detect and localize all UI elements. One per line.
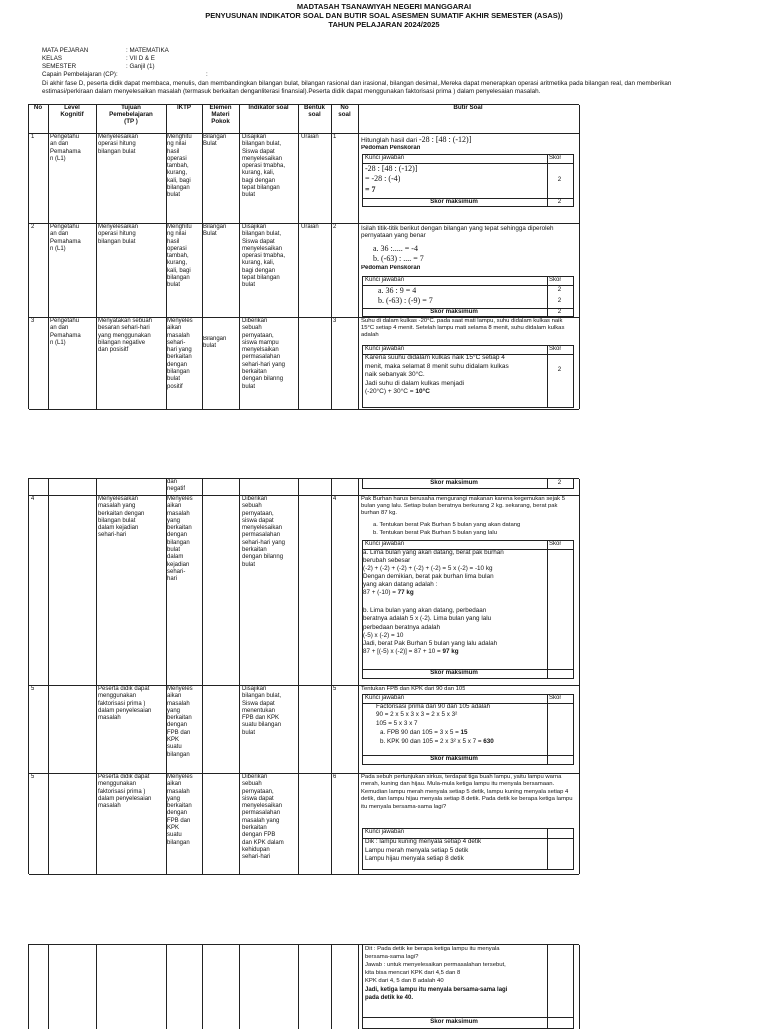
row3-elemen: Bilangan bulat [203,336,227,350]
row6-skor-max-label: Skor maksimum [430,1018,478,1025]
row4-tujuan: Menyelesaikan masalah yang berkaitan dengan bilangan bulat dalam kejadian sehari-hari [98,496,145,539]
row2-bentuk: Uraian [301,224,319,230]
school-title: MADTASAH TSANAWIYAH NEGERI MANGGARAI [296,2,472,11]
kelas-label: KELAS [42,55,62,62]
row1-nosoal: 1 [333,134,337,140]
row5-answer: Factorisasi prima dari 90 dan 105 adalah 90 = 2 x 5 x 3 x 3 = 2 x 5 x 3² 105 = 5 x 3 x 7 [376,703,491,727]
row3-level: Pengetahu an dan Pemahama n (L1) [50,318,81,346]
mapel-label: MATA PEJARAN [42,47,89,54]
semester-value: : Ganjil (1) [126,63,155,70]
row2-skor-b: 2 [557,297,562,304]
row1-pedoman: Pedoman Penskoran [361,145,421,151]
row4-question: Pak Burhan harus berusaha mengurangi makanan karena kegemukan sejak 5 bulan yang lalu. Setiap bulan beratnya berkurang 2 kg. sekarang, berat pak burhan 87 kg. [361,496,566,516]
row2-answer-a: a. 36 : 9 = 4 [378,286,417,295]
row4-answer-a: a. Lima bulan yang akan datang, berat pak burhan berubah sebesar (-2) + (-2) + (-2) + (-2) + (-2) = 5 x (-2) = -10 kg Dengan demikian, berat pak burhan lima bulan yang akan datang adalah : 87 + (-10) = 77 kg [363,549,504,596]
row2-tujuan: Menyelesaikan operasi hitung bilangan bulat [98,224,139,245]
col-header-indikator: Indikator soal [248,104,289,111]
row5-skor-label: Skor [549,695,562,701]
row1-elemen: Bilangan Bulat [203,134,227,148]
row5-skor-max-label: Skor maksimum [430,755,478,762]
cp-colon: : [206,71,208,78]
col-header-bentuk: Bentuk soal [304,104,325,119]
row5-answer-a: a. FPB 90 dan 105 = 3 x 5 = 15 [380,729,468,736]
row1-skor: 2 [557,176,562,183]
row1-answer-line2: = -28 : (-4) [365,174,401,183]
col-header-butir: Butir Soal [453,104,483,111]
row4-nosoal: 4 [333,496,337,502]
row1-tujuan: Menyelesaikan operasi hitung bilangan bulat [98,134,139,155]
row1-skor-label: Skor [549,155,562,161]
row2-answer-b: b. (-63) : (-9) = 7 [378,296,433,305]
row3-skor-label: Skor [549,346,562,352]
cp-label: Capain Pembelajaran (CP): [42,71,118,78]
row4-skor-max-label: Skor maksimum [430,669,478,676]
row6-indikator: Diberikan sebuah pernyataan, siswa dapat menyelesaikan permasalahan masalah yang berkaitan dengan FPB dan KPK dalam kehidupan sehari-hari [242,774,284,861]
row1-bentuk: Uraian [301,134,319,140]
row4-kunci-label: Kunci jawaban [365,541,405,547]
row1-skor-max-label: Skor maksimum [430,198,478,205]
row2-elemen: Bilangan Bulat [203,224,227,238]
row5-answer-b: b. KPK 90 dan 105 = 2 x 3² x 5 x 7 = 630 [380,738,494,745]
row1-iktp: Menghitu ng nilai hasil operasi tambah, kurang, kali, bagi bilangan bulat [167,134,192,199]
col-header-no: No [33,104,43,111]
row4-iktp: Menyeles aikan masalah yang berkaitan dengan bilangan bulat dalam kejadian sehari- hari [167,496,193,583]
row2-nosoal: 2 [333,224,337,230]
row3-cont-iktp: dan negatif [167,479,186,493]
row1-indikator: Disajikan bilangan bulat, Siswa dapat menyelesaikan operasi tmabha, kurang, kali, bagi dengan tepat bilangan bulat [242,134,286,199]
row2-iktp: Menghitu ng nilai hasil operasi tambah, kurang, kali, bagi bilangan bulat [167,224,192,289]
col-header-elemen: Elemen Materi Pokok [209,104,232,126]
row1-no: 1 [31,134,35,140]
row4-answer-b: b. Lima bulan yang akan datang, perbedaan beratnya adalah 5 x (-2). Lima bulan yang lalu perbedaan beratnya adalah (-5) x (-2) = 10 Jadi, berat Pak Burhan 5 bulan yang lalu adalah 87 + [(-5) x (-2)] = 87 + 10 = 97 kg [363,607,498,656]
row2-no: 2 [31,224,35,230]
row5-iktp: Menyeles aikan masalah yang berkaitan dengan FPB dan KPK suatu bilangan [167,686,193,758]
row3-indikator: Diberikan sebuah pernyataan, siswa mampu menyelsaikan permasalahan sehari-hari yang berkaitan dengan bilanng bulat [242,318,286,390]
row3-skor: 2 [557,366,562,373]
row1-skor-max: 2 [557,198,562,205]
row4-no: 4 [31,496,35,502]
row1-question: Hitunglah hasil dari -28 : [48 : (-12)] [361,135,472,144]
row3-tujuan: Menyatakan sebuah besaran sehari-hari yang menggunakan bilangan negative dan posisitf [98,318,153,354]
row4-question-a: a. Tentukan berat Pak Burhan 5 bulan yang akan datang [373,522,521,528]
row2-question-a: a. 36 :..... = -4 [373,244,418,253]
row2-kunci-label: Kunci jawaban [365,277,405,283]
row5-nosoal: 5 [333,686,337,692]
row2-skor-label: Skor [549,277,562,283]
row2-indikator: Disajikan bilangan bulat, Siswa dapat menyelesaikan operasi tmabha, kurang, kali, bagi dengan tepat bilangan bulat [242,224,286,289]
row6-question: Pada sebuh pertunjukan sirkus, terdapat tiga buah lampu, yaitu lampu warna merah, kuning dan hijau. Mula-mula ketiga lampu itu menyala bersamaan. Kemudian lampu merah menyala setiap 5 detik, lampu kuning menyala setiap 4 detik, dan lampu hijau menyala setiap 8 detik. Pada detik ke berapa ketiga lampu itu menyala bersama-sama lagi? [361,774,573,810]
row3-answer: Karena suuhu didalam kulkas naik 15°C setiap 4 menit, maka selamat 8 menit suhu didalam kulkas naik sebanyak 30°C. Jadi suhu di dalam kulkas menjadi (-20°C) + 30°C = 10°C [365,354,509,395]
row4-question-b: b. Tentukan berat Pak Burhan 5 bulan yang lalu [373,530,498,536]
semester-label: SEMESTER [42,63,77,70]
row1-answer-line1: -28 : [48 : (-12)] [365,164,418,173]
row3-skor-max-label: Skor maksimum [430,479,478,486]
kelas-value: : VII D & E [126,55,155,62]
academic-year: TAHUN PELAJARAN 2024/2025 [328,20,440,29]
row2-skor-max: 2 [557,308,562,315]
row4-skor-label: Skor [549,541,562,547]
row2-level: Pengetahu an dan Pemahama n (L1) [50,224,81,252]
row6-iktp: Menyeles aikan masalah yang berkaitan dengan FPB dan KPK suatu bilangan [167,774,193,846]
row6-answer-conclusion: Jadi, ketiga lampu itu menyala bersama-sama lagi pada detik ke 40. [365,987,508,1001]
row3-nosoal: 3 [333,318,337,324]
row5-tujuan: Peserta didik dapat menggunakan faktorisasi prima ) dalam penyelesaian masalah [98,686,152,722]
row2-pedoman: Pedoman Penskoran [361,265,421,271]
row6-kunci-label: Kunci jawaban [365,829,405,835]
row2-question: Isilah titik-titik berikut dengan bilangan yang tepat sehingga diperoleh pernyataan yang benar [361,225,554,240]
row6-tujuan: Peserta didik dapat menggunakan faktorisasi prima ) dalam penyelesaian masalah [98,774,152,810]
row6-answer: Dik : lampu kuning menyala setiap 4 detik Lampu merah menyala setiap 5 detik Lampu hijau menyala setiap 8 detik [365,838,482,862]
col-header-iktp: IKTP [176,104,192,111]
row4-indikator: Diberikan sebuah pernyataan, siswa dapat menyelesaikan permasalahan sehari-hari yang berkaitan dengan bilanng bulat [242,496,286,568]
row3-no: 3 [31,318,35,324]
row6-no: 5 [31,774,35,780]
row2-skor-a: 2 [557,286,562,293]
row2-skor-max-label: Skor maksimum [430,308,478,315]
row5-no: 5 [31,686,35,692]
document-title: PENYUSUNAN INDIKATOR SOAL DAN BUTIR SOAL ASESMEN SUMATIF AKHIR SEMESTER (ASAS)) [205,11,563,20]
row3-kunci-label: Kunci jawaban [365,346,405,352]
row5-question: Tentukan FPB dan KPK dari 90 dan 105 [361,686,466,692]
mapel-value: : MATEMATIKA [126,47,169,54]
row3-skor-max: 2 [557,479,562,486]
col-header-nosoal: No soal [338,104,351,119]
row1-answer-line3: = 7 [365,185,376,194]
cp-text: Di akhir fase D, peserta didik dapat membaca, menulis, dan membandingkan bilangan bulat, bilangan rasional dan irasional, bilangan desimal,.Mereka dapat menerapkan operasi aritmetika pada bilangan real, dan memberikan estimasi/perkiraan dalam menyelesaikan masalah (termasuk berkaitan denganliterasi finansial).Peserta didik dapat menggunakan faktorisasi prima ) dalam penyelesaian masalah. [42,80,672,96]
row6-nosoal: 6 [333,774,337,780]
row6-answer-cont: Dit : Pada detik ke berapa ketiga lampu itu menyala bersama-sama lagi? Jawab : untuk menyelesaikan permasalahan tersebut, kita bisa mencari KPK dari 4,5 dan 8 KPK dari 4, 5 dan 8 adalah 40 [365,946,506,984]
row1-level: Pengetahu an dan Pemahama n (L1) [50,134,81,162]
col-header-level: Level Kognitif [60,104,84,119]
row5-kunci-label: Kunci jawaban [365,695,405,701]
row2-question-b: b. (-63) : .... = 7 [373,254,424,263]
row5-indikator: Disajikan bilangan bulat, Siswa dapat menentukan FPB dan KPK suatu bilangan bulat [242,686,282,736]
row3-question: Suhu di dalam kulkas -20°C. pada saat mati lampu, suhu didalam kulkas naik 15°C setiap 4 menit. Setelah lampu mati selama 8 menit, suhu didalam kulkas adalah [361,318,565,338]
row1-kunci-label: Kunci jawaban [365,155,405,161]
row3-iktp: Menyeles aikan masalah sehari- hari yang berkaitan dengan bilangan bulat positif [167,318,193,390]
col-header-tujuan: Tujuan Pemebelajaran (TP ) [109,104,153,126]
